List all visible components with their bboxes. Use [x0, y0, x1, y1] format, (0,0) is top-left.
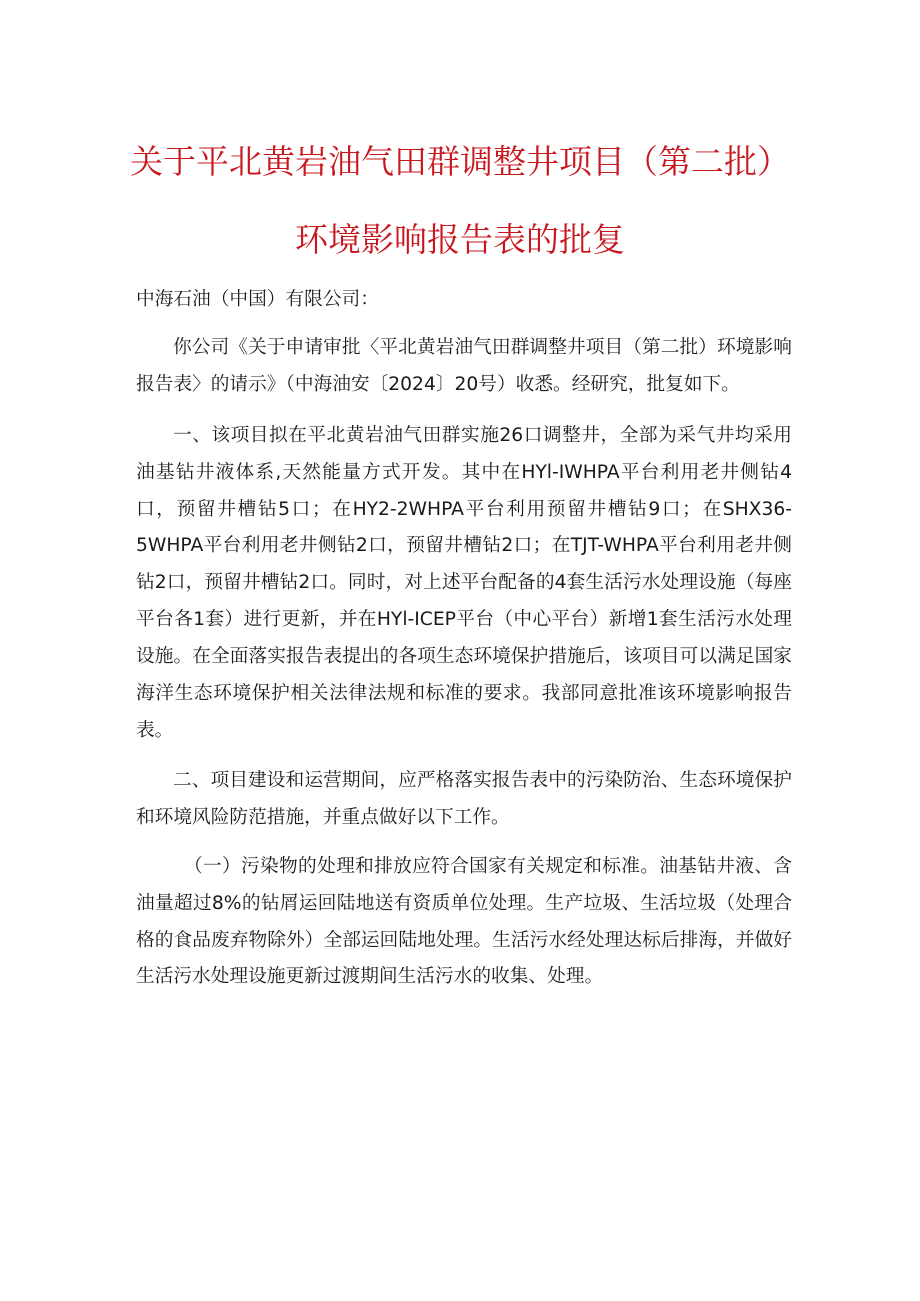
- paragraph-item-2: 二、项目建设和运营期间，应严格落实报告表中的污染防治、生态环境保护和环境风险防范措施，并重点做好以下工作。: [136, 769, 792, 828]
- paragraph-intro: 你公司《关于申请审批〈平北黄岩油气田群调整井项目（第二批）环境影响报告表〉的请示》（中海油安〔2024〕20号）收悉。经研究，批复如下。: [136, 336, 792, 395]
- document-body: [136, 282, 792, 996]
- document-title-line1: 关于平北黄岩油气田群调整井项目（第二批）: [130, 142, 790, 181]
- document-title-line2: 环境影响报告表的批复: [295, 220, 625, 259]
- salutation: 中海石油（中国）有限公司：: [136, 289, 379, 310]
- paragraph-subitem-1: （一）污染物的处理和排放应符合国家有关规定和标准。油基钻井液、含油量超过8%的钻屑运回陆地送有资质单位处理。生产垃圾、生活垃圾（处理合格的食品废弃物除外）全部运回陆地处理。生活污水经处理达标后排海，并做好生活污水处理设施更新过渡期间生活污水的收集、处理。: [136, 855, 792, 988]
- paragraph-item-1: 一、该项目拟在平北黄岩油气田群实施26口调整井，全部为采气井均采用油基钻井液体系,天然能量方式开发。其中在HYl-IWHPA平台利用老井侧钻4口，预留井槽钻5口；在HY2-2WHPA平台利用预留井槽钻9口；在SHX36-5WHPA平台利用老井侧钻2口，预留井槽钻2口；在TJT-WHPA平台利用老井侧钻2口，预留井槽钻2口。同时，对上述平台配备的4套生活污水处理设施（每座平台各1套）进行更新，并在HYl-ICEP平台（中心平台）新增1套生活污水处理设施。在全面落实报告表提出的各项生态环境保护措施后，该项目可以满足国家海洋生态环境保护相关法律法规和标准的要求。我部同意批准该环境影响报告表。: [136, 424, 792, 741]
